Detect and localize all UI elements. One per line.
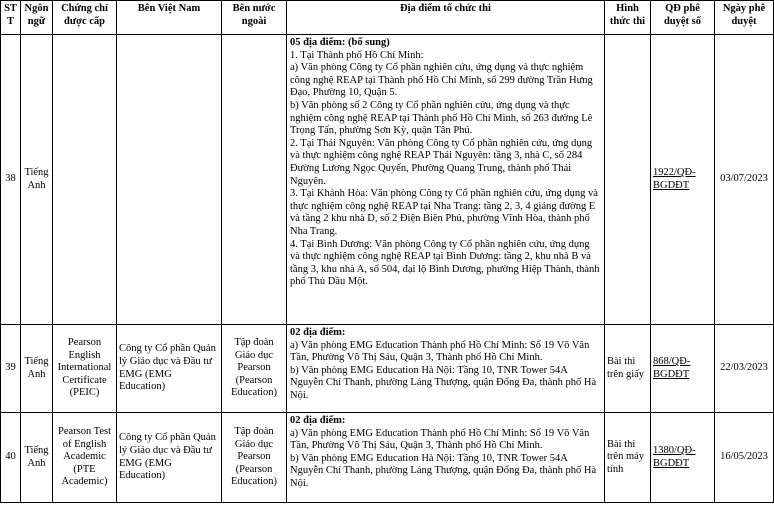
- header-location: Địa điểm tổ chức thi: [287, 1, 605, 35]
- row-language: Tiếng Anh: [21, 325, 53, 413]
- row-stt: 40: [1, 413, 21, 503]
- header-vietnam-party: Bên Việt Nam: [117, 1, 222, 35]
- location-line: a) Văn phòng EMG Education Thành phố Hồ Chí Minh: Số 19 Võ Văn Tần, Phường Võ Thị Sáu, Quận 3, Thành phố Hồ Chí Minh.: [290, 339, 590, 364]
- row-date: 03/07/2023: [715, 35, 774, 325]
- header-stt: ST T: [1, 1, 21, 35]
- location-line: 3. Tại Khánh Hòa: Văn phòng Công ty Cổ phần nghiên cứu, ứng dụng và thực nghiệm công nghệ REAP tại Nha Trang: tầng 2, 3, 4 giảng đường E và tầng 2 khu nhà D, số 2 Điện Biên Phủ, phường Vĩnh Hòa, thành phố Nha Trang.: [290, 188, 598, 237]
- location-title: 05 địa điểm: (bổ sung): [290, 37, 390, 48]
- location-line: 2. Tại Thái Nguyên: Văn phòng Công ty Cổ phần nghiên cứu, ứng dụng và thực nghiệm công nghệ REAP Thái Nguyên: tầng 3, nhà C, số 284 Đường Lương Ngọc Quyến, Phường Quang Trung, thành phố Thái Nguyên.: [290, 137, 593, 187]
- row-location: [287, 35, 605, 325]
- header-language: Ngôn ngữ: [21, 1, 53, 35]
- header-row: [1, 1, 774, 35]
- row-location: [287, 413, 605, 503]
- table-row: [1, 413, 774, 503]
- location-line: a) Văn phòng EMG Education Thành phố Hồ Chí Minh: Số 19 Võ Văn Tần, Phường Võ Thị Sáu, Quận 3, Thành phố Hồ Chí Minh.: [290, 427, 590, 452]
- table-row: [1, 325, 774, 413]
- row-foreign-party: Tập đoàn Giáo dục Pearson (Pearson Education): [222, 413, 287, 503]
- row-date: 22/03/2023: [715, 325, 774, 413]
- row-format: Bài thi trên giấy: [605, 325, 651, 413]
- row-decision[interactable]: [651, 413, 715, 503]
- header-certificate: Chứng chỉ được cấp: [53, 1, 117, 35]
- location-line: b) Văn phòng số 2 Công ty Cổ phần nghiên cứu, ứng dụng và thực nghiệm công nghệ REAP tại Thành phố Hồ Chí Minh, số 263 đường Lê Trọng Tấn, phường Sơn Kỳ, quận Tân Phú.: [290, 99, 593, 137]
- location-title: 02 địa điểm:: [290, 327, 346, 338]
- row-certificate: Pearson English International Certificate (PEIC): [53, 325, 117, 413]
- decision-link[interactable]: 1922/QĐ-BGDĐT: [653, 166, 696, 191]
- row-vietnam-party: [117, 35, 222, 325]
- row-format: Bài thi trên máy tính: [605, 413, 651, 503]
- table-row: [1, 35, 774, 325]
- row-certificate: [53, 35, 117, 325]
- row-location: [287, 325, 605, 413]
- row-certificate: Pearson Test of English Academic (PTE Academic): [53, 413, 117, 503]
- row-vietnam-party: Công ty Cổ phần Quản lý Giáo dục và Đầu tư EMG (EMG Education): [117, 413, 222, 503]
- location-line: b) Văn phòng EMG Education Hà Nội: Tầng 10, TNR Tower 54A Nguyễn Chí Thanh, phường Láng Thượng, quận Đống Đa, thành phố Hà Nội.: [290, 364, 597, 401]
- header-format: Hình thức thi: [605, 1, 651, 35]
- location-line: a) Văn phòng Công ty Cổ phần nghiên cứu, ứng dụng và thực nghiệm công nghệ REAP tại Thành phố Hồ Chí Minh, số 299 đường Trần Hưng Đạo, Phường 10, Quận 5.: [290, 62, 593, 99]
- row-language: Tiếng Anh: [21, 413, 53, 503]
- header-date: Ngày phê duyệt: [715, 1, 774, 35]
- row-stt: 38: [1, 35, 21, 325]
- row-date: 16/05/2023: [715, 413, 774, 503]
- row-decision[interactable]: [651, 325, 715, 413]
- decision-link[interactable]: 868/QĐ-BGDĐT: [653, 355, 691, 380]
- row-format: [605, 35, 651, 325]
- row-decision[interactable]: [651, 35, 715, 325]
- decision-link[interactable]: 1380/QĐ-BGDĐT: [653, 444, 696, 469]
- row-language: Tiếng Anh: [21, 35, 53, 325]
- location-line: 4. Tại Bình Dương: Văn phòng Công ty Cổ phần nghiên cứu, ứng dụng và thực nghiệm công nghệ REAP tại Bình Dương: tầng 2, khu nhà B và tầng 3, khu nhà A, số 504, đại lộ Bình Dương, phường Hiệp Thành, thành phố Thủ Dầu Một.: [290, 238, 600, 288]
- row-foreign-party: [222, 35, 287, 325]
- header-decision: QĐ phê duyệt số: [651, 1, 715, 35]
- row-foreign-party: Tập đoàn Giáo dục Pearson (Pearson Education): [222, 325, 287, 413]
- header-foreign-party: Bên nước ngoài: [222, 1, 287, 35]
- location-title: 02 địa điểm:: [290, 415, 346, 426]
- location-line: 1. Tại Thành phố Hồ Chí Minh:: [290, 49, 424, 61]
- row-vietnam-party: Công ty Cổ phần Quản lý Giáo dục và Đầu tư EMG (EMG Education): [117, 325, 222, 413]
- location-line: b) Văn phòng EMG Education Hà Nội: Tầng 10, TNR Tower 54A Nguyễn Chí Thanh, phường Láng Thượng, quận Đống Đa, thành phố Hà Nội.: [290, 452, 597, 489]
- row-stt: 39: [1, 325, 21, 413]
